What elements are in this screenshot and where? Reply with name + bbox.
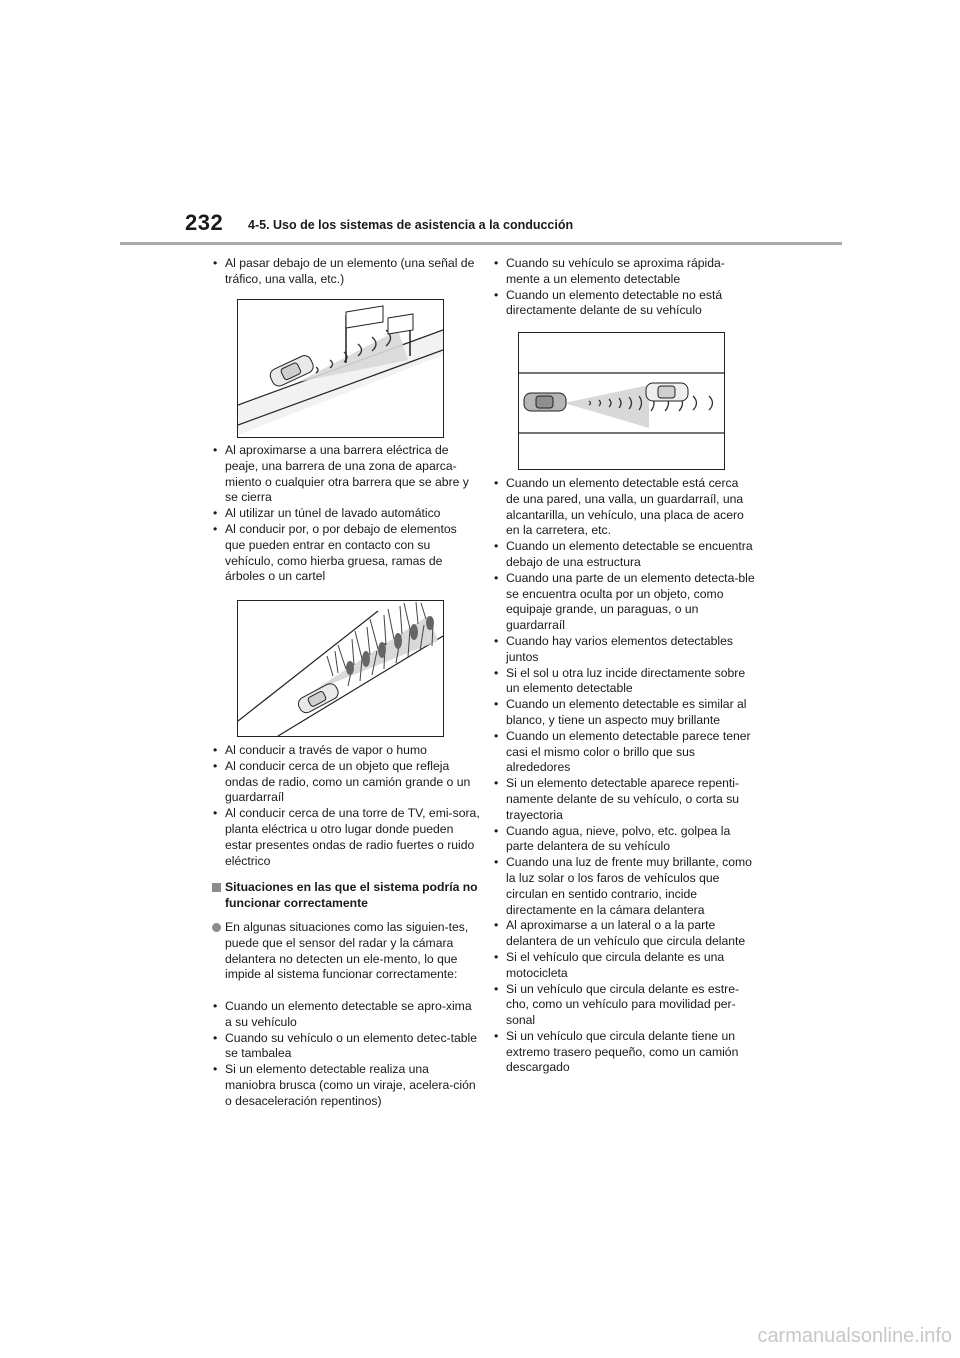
square-bullet-icon: [212, 883, 221, 892]
list-item: • Al pasar debajo de un elemento (una señal de tráfico, una valla, etc.): [212, 256, 480, 288]
subheading-text: Situaciones en las que el sistema podría no funcionar correctamente: [225, 880, 478, 910]
header-rule: [120, 242, 842, 245]
list-item: • Cuando una luz de frente muy brillante, como la luz solar o los faros de vehículos que circulan en sentido contrario, incide directamente en la cámara delantera: [493, 855, 755, 918]
page-number: 232: [185, 210, 224, 235]
list-item: • Cuando un elemento detectable está cerca de una pared, una valla, un guardarraíl, una alcantarilla, un vehículo, una placa de acero en la carretera, etc.: [493, 476, 755, 539]
list-item: • Si un elemento detectable aparece repenti-namente delante de su vehículo, o corta su trayectoria: [493, 776, 755, 823]
list-item: • Cuando un elemento detectable se apro-xima a su vehículo: [212, 999, 480, 1031]
list-item: • Si un elemento detectable realiza una maniobra brusca (como un viraje, acelera-ción o desaceleración repentinos): [212, 1062, 480, 1109]
right-list-b: [493, 476, 755, 1076]
list-item: • Al conducir por, o por debajo de elementos que pueden entrar en contacto con su vehículo, como hierba gruesa, ramas de árboles o un cartel: [212, 522, 480, 585]
right-list-a: [493, 256, 755, 319]
list-item: • Cuando una parte de un elemento detecta-ble se encuentra oculta por un objeto, como equipaje grande, un paraguas, o un guardarraíl: [493, 571, 755, 634]
list-item: • Cuando hay varios elementos detectables juntos: [493, 634, 755, 666]
figure-offset-vehicle: [518, 332, 725, 470]
list-item: • Al conducir cerca de una torre de TV, emi-sora, planta eléctrica u otro lugar donde pueden estar presentes ondas de radio fuertes o ruido eléctrico: [212, 806, 480, 869]
list-item: • Si el sol u otra luz incide directamente sobre un elemento detectable: [493, 666, 755, 698]
list-item: • Cuando su vehículo o un elemento detec-table se tambalea: [212, 1031, 480, 1063]
list-item: • Cuando un elemento detectable no está directamente delante de su vehículo: [493, 288, 755, 320]
left-list-b: [212, 443, 480, 585]
list-item: • Al utilizar un túnel de lavado automático: [212, 506, 480, 522]
list-item: • Al conducir a través de vapor o humo: [212, 743, 480, 759]
section-title: 4-5. Uso de los sistemas de asistencia a la conducción: [248, 218, 574, 232]
list-item: • Si un vehículo que circula delante es estre-cho, como un vehículo para movilidad per-sonal: [493, 982, 755, 1029]
list-item: • Al aproximarse a una barrera eléctrica de peaje, una barrera de una zona de aparca-miento o cualquier otra barrera que se abre y se cierra: [212, 443, 480, 506]
intro-paragraph-text: En algunas situaciones como las siguien-tes, puede que el sensor del radar y la cámara delantera no detecten un ele-mento, lo que impide al sistema funcionar correctamente:: [225, 920, 469, 982]
list-item: • Si un vehículo que circula delante tiene un extremo trasero pequeño, como un camión descargado: [493, 1029, 755, 1076]
figure-vegetation: [237, 600, 444, 737]
list-item: • Cuando su vehículo se aproxima rápida-mente a un elemento detectable: [493, 256, 755, 288]
list-item: • Al conducir cerca de un objeto que refleja ondas de radio, como un camión grande o un guardarraíl: [212, 759, 480, 806]
circle-bullet-icon: [212, 923, 221, 932]
footer-watermark: carmanualsonline.info: [757, 1325, 952, 1347]
left-list-a: [212, 256, 480, 288]
list-item: • Cuando un elemento detectable es similar al blanco, y tiene un aspecto muy brillante: [493, 697, 755, 729]
list-item: • Cuando agua, nieve, polvo, etc. golpea la parte delantera de su vehículo: [493, 824, 755, 856]
figure-overhead-sign: [237, 299, 444, 438]
list-item: • Cuando un elemento detectable se encuentra debajo de una estructura: [493, 539, 755, 571]
list-item: • Al aproximarse a un lateral o a la parte delantera de un vehículo que circula delante: [493, 918, 755, 950]
left-list-d: [212, 999, 480, 1110]
intro-paragraph: [212, 920, 493, 983]
list-item: • Cuando un elemento detectable parece tener casi el mismo color o brillo que sus alrededores: [493, 729, 755, 776]
subheading: [212, 880, 493, 912]
list-item: • Si el vehículo que circula delante es una motocicleta: [493, 950, 755, 982]
left-list-c: [212, 743, 480, 869]
